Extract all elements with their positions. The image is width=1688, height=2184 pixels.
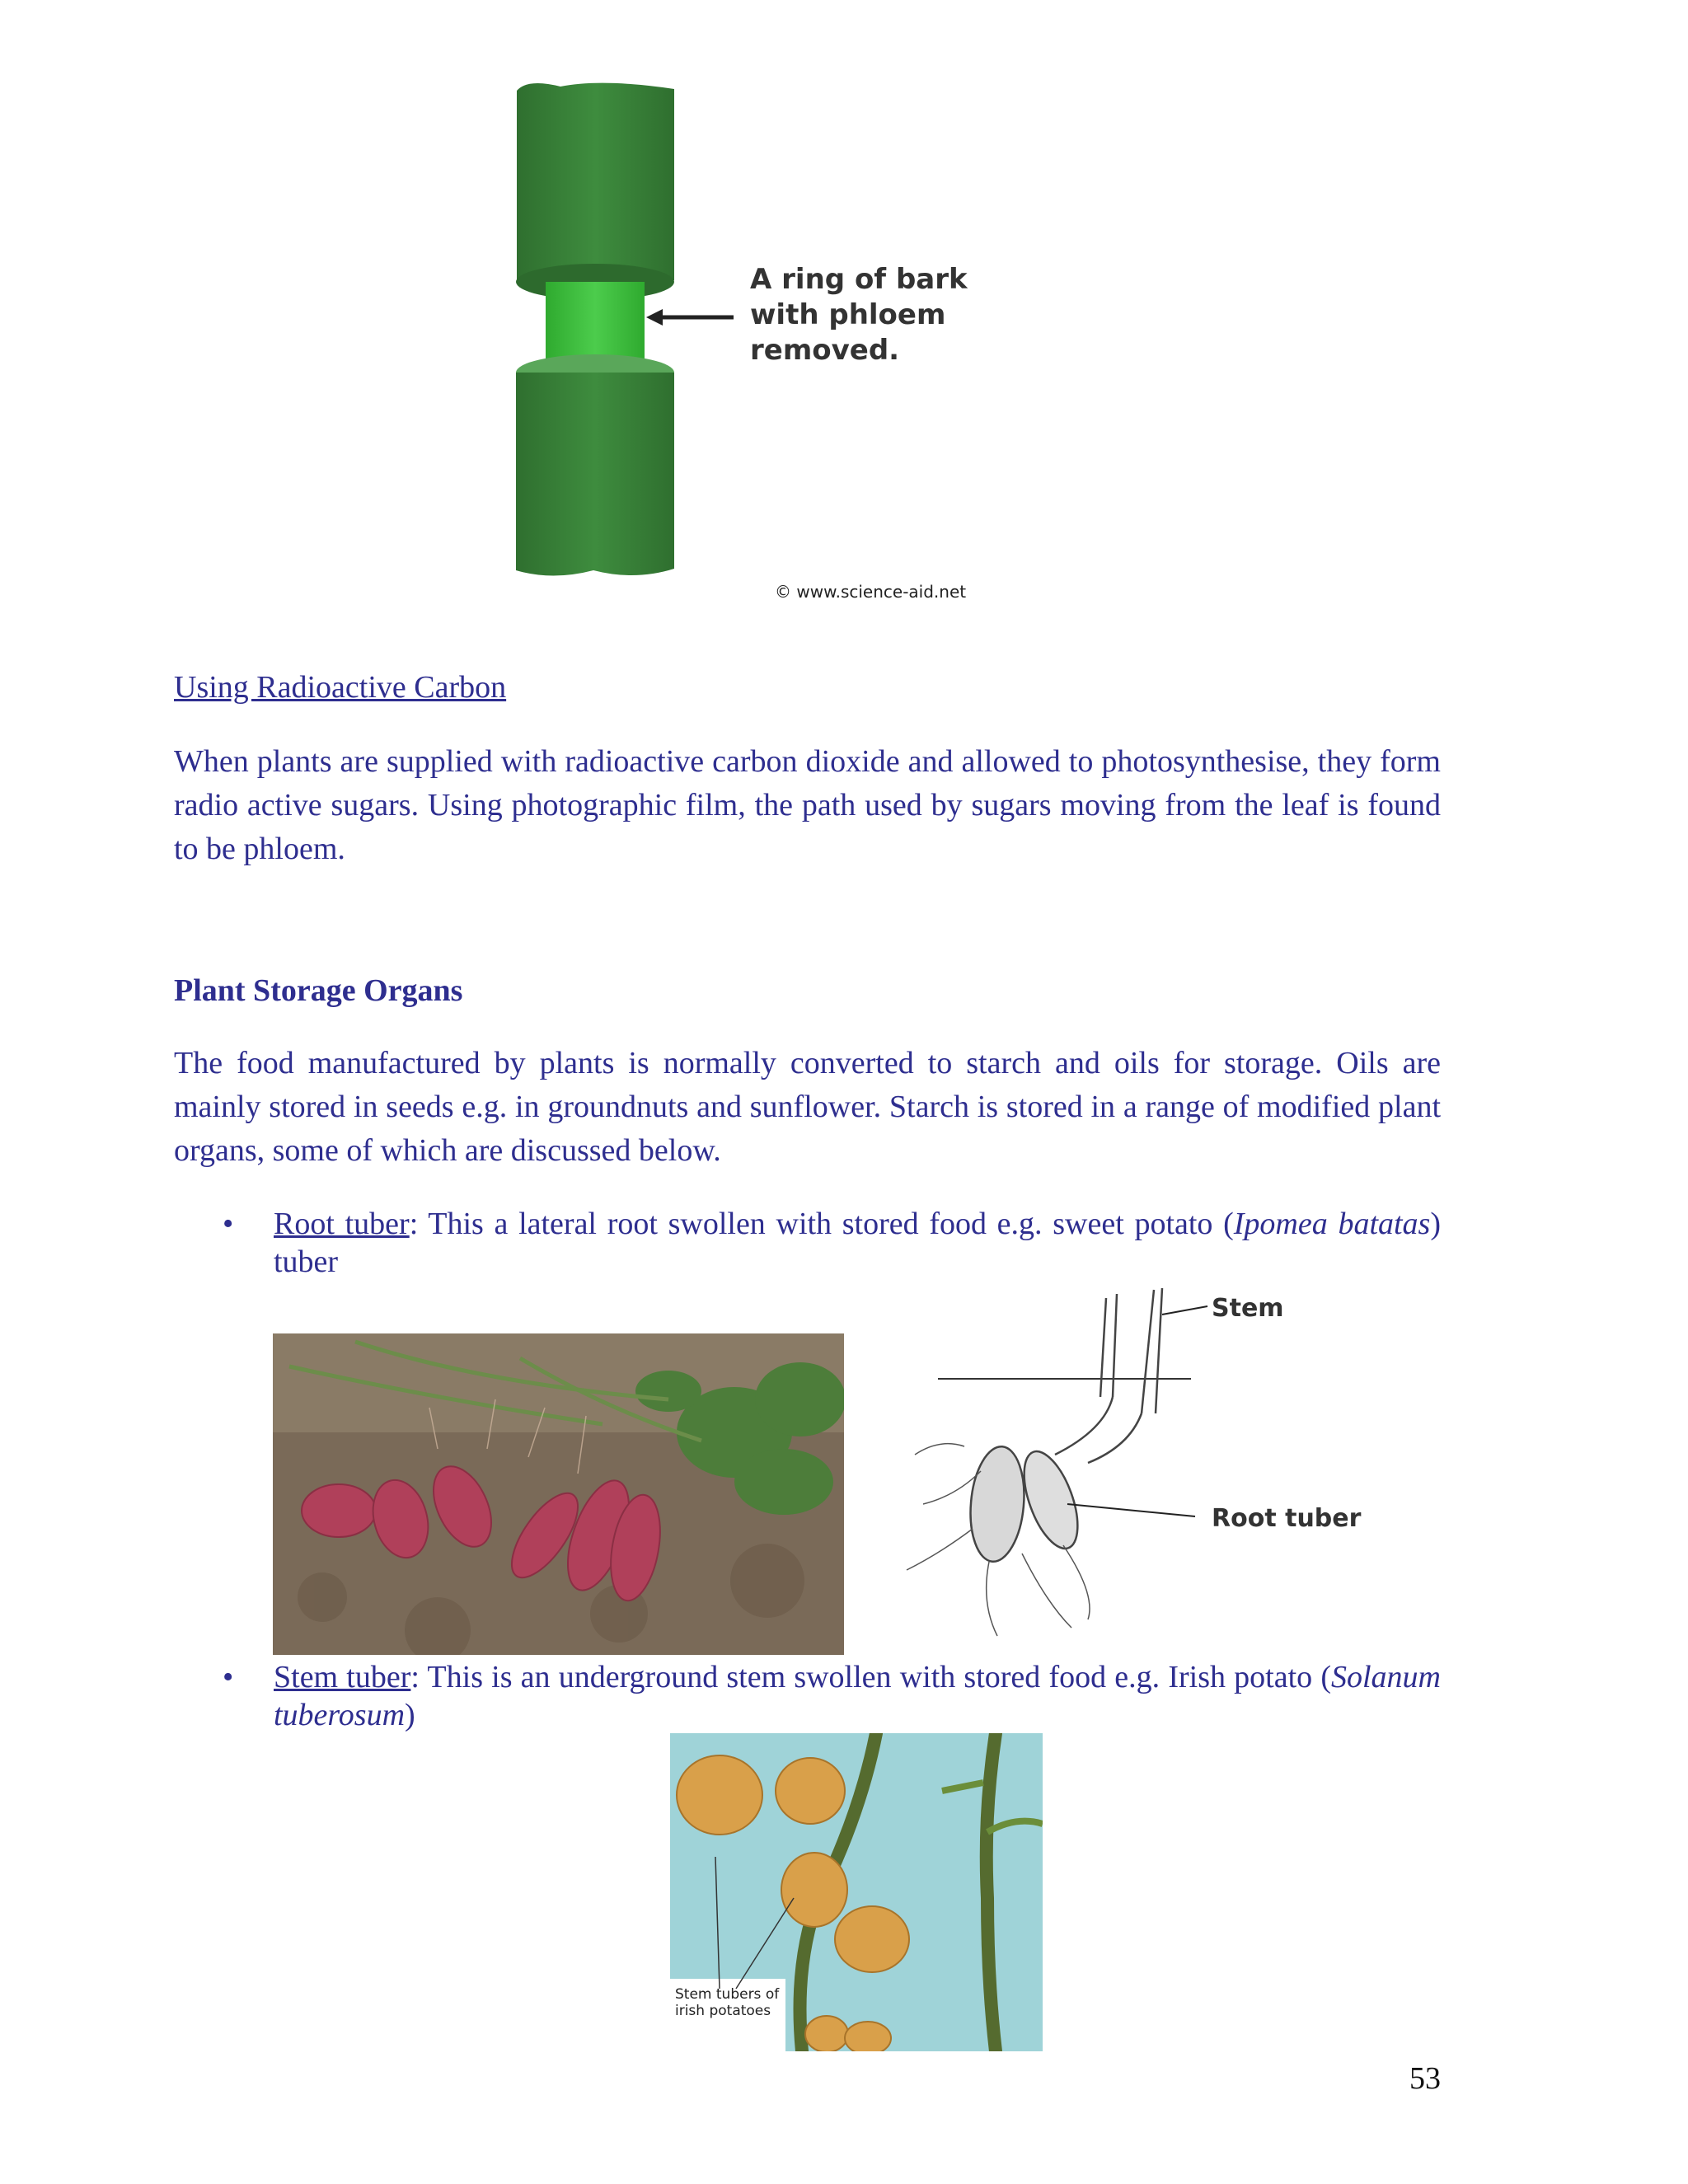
root-tuber-desc: : This a lateral root swollen with stored food e.g. sweet potato ( [409, 1207, 1234, 1241]
stem-tuber-desc: : This is an underground stem swollen with stored food e.g. Irish potato ( [410, 1660, 1331, 1694]
sweet-potato-illustration [273, 1333, 844, 1655]
root-tuber-drawing [890, 1282, 1368, 1644]
upper-stem-shape [517, 83, 674, 280]
radioactive-carbon-paragraph: When plants are supplied with radioactive carbon dioxide and allowed to photosynthesise, they form radio active sugars. Using photographic film, the path used by sugars moving from the leaf is found to be phloem. [174, 744, 1441, 866]
stem-tuber-text [274, 1658, 1441, 1734]
bark-credit: © www.science-aid.net [775, 582, 967, 602]
root-tuber-text [274, 1205, 1441, 1281]
page-number: 53 [1409, 2061, 1441, 2096]
bullet-dot: • [223, 1207, 234, 1241]
stem-tuber-term: Stem tuber [274, 1660, 411, 1694]
stem-tuber-desc-end: ) [405, 1698, 415, 1732]
root-tuber-term: Root tuber [274, 1207, 410, 1241]
bark-label-line-2: with phloem [750, 298, 946, 331]
bark-label-line-1: A ring of bark [750, 263, 968, 296]
stem-label: Stem [1212, 1294, 1284, 1323]
plant-storage-title: Plant Storage Organs [174, 973, 463, 1008]
root-tuber-label: Root tuber [1212, 1504, 1362, 1533]
stem-tuber-species: Solanum tuberosum [274, 1660, 1441, 1732]
root-tuber-bullet [223, 1205, 1441, 1287]
bark-ring-diagram [495, 66, 1006, 626]
irish-potato-illustration [670, 1733, 1043, 2051]
root-tuber-species: Ipomea batatas [1233, 1207, 1431, 1241]
lower-stem-shape [516, 373, 674, 576]
potato-caption-line-2: irish potatoes [675, 2003, 771, 2019]
stem-tuber-bullet [223, 1658, 1441, 1741]
root-tuber-desc-end: ) tuber [274, 1207, 1441, 1279]
bark-ring-figure [495, 66, 1006, 626]
root-tuber-diagram [890, 1282, 1368, 1644]
bullet-dot: • [223, 1660, 234, 1694]
plant-storage-paragraph: The food manufactured by plants is normally converted to starch and oils for storage. Oils are mainly stored in seeds e.g. in groundnuts and sunflower. Starch is stored in a range of modified plant organs, some of which are discussed below. [174, 1046, 1441, 1168]
potato-caption-line-1: Stem tubers of [675, 1986, 780, 2003]
sweet-potato-photo [273, 1333, 844, 1655]
bark-label-line-3: removed. [750, 334, 900, 367]
radioactive-carbon-heading: Using Radioactive Carbon [174, 670, 507, 705]
irish-potato-photo [670, 1733, 1043, 2051]
